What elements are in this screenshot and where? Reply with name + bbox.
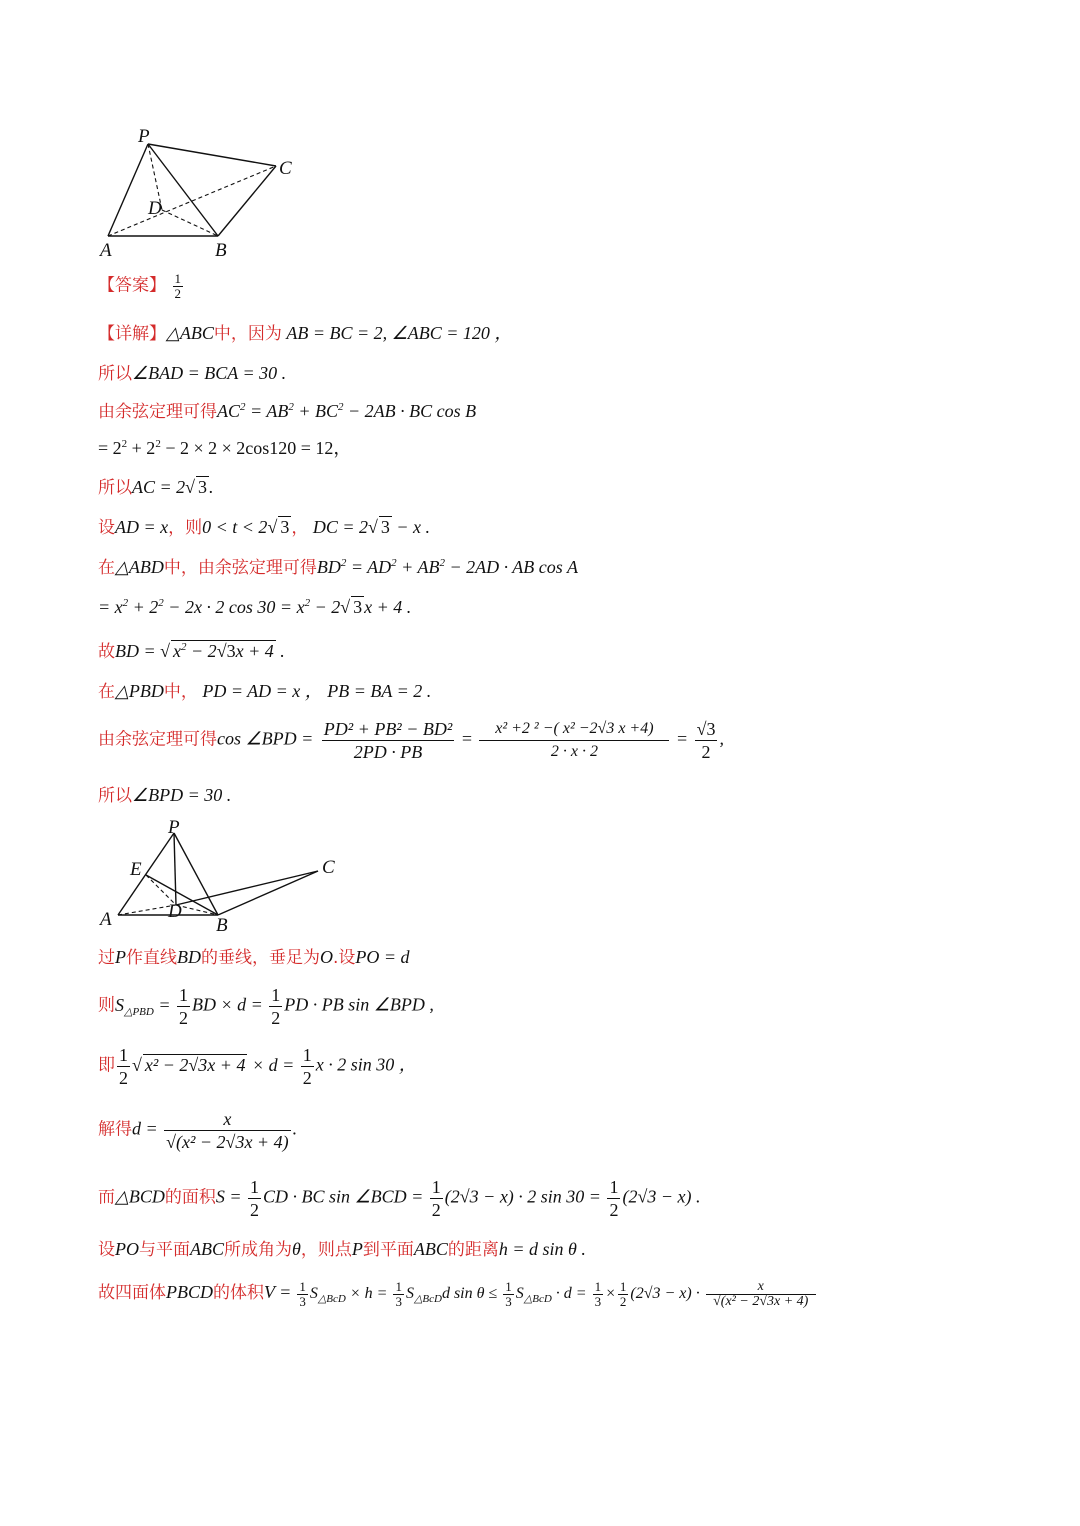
figure-2-tetrahedron — [96, 815, 346, 935]
edge-pc — [148, 144, 276, 166]
cos-fraction-1: $\frac{\text{PD² + PB² − BD²}}{2PD \cdot PB}$ — [323, 719, 453, 762]
figure-1-tetrahedron — [96, 122, 306, 262]
cont-line-3: 即 $\frac{1}{2}$ √ x² − 2√3x + 4 × d = $\frac{1}{2}$ x · 2 sin 30 ， — [98, 1045, 417, 1088]
label-e: E — [130, 859, 142, 880]
detail-line-10: 在△PBD中， PD = AD = x ， PB = BA = 2 . — [98, 681, 432, 702]
edge-pa — [118, 833, 174, 915]
answer-tag: 【答案】 — [98, 275, 166, 296]
detail-line-4: = $2^2 + 2^2 - 2 \times 2 \times 2\cos 120 = 12$， — [98, 438, 352, 458]
edge-pd — [174, 833, 176, 905]
detail-line-11: 由余弦定理可得cos ∠BPD = $\frac{\text{PD² + PB² − BD²}}{2PD \cdot PB}$ = $\frac{\text{x² +2 ² −( x² −2√3 x +4)}}{2 \cdot x \cdot 2}$ = $\frac{√3}{2}$ , — [98, 719, 724, 762]
edge-db-dashed — [176, 905, 218, 915]
cos-fraction-2: $\frac{\text{x² +2 ² −( x² −2√3 x +4)}}{2 \cdot x \cdot 2}$ — [479, 718, 669, 763]
label-b: B — [216, 915, 228, 935]
label-p: P — [138, 126, 150, 147]
label-a: A — [100, 909, 112, 930]
answer-line — [98, 272, 185, 301]
detail-line-3: 由余弦定理可得$AC^2 = AB^2 + BC^2 - 2AB$ · BC cos B — [98, 401, 477, 422]
answer-fraction: $\frac{1}{2}$ — [174, 271, 181, 301]
label-a: A — [100, 240, 112, 261]
cont-line-4: 解得d = $\frac{x}{\text{√(x² − 2√3x + 4)}}$ . — [98, 1109, 298, 1152]
cont-line-2: 则$S_{\triangle PBD}$ = $\frac{1}{2}$ BD × d = $\frac{1}{2}$ PD · PB sin ∠BPD , — [98, 985, 434, 1028]
edge-bc — [218, 166, 276, 236]
label-d: D — [148, 198, 162, 219]
label-d: D — [168, 901, 182, 922]
detail-line-6: 设AD = x，则0 < t < 2√ 3 ， DC = 2√ 3 − x . — [98, 517, 431, 538]
cont-line-1: 过P作直线BD的垂线，垂足为O.设PO = d — [98, 947, 410, 968]
detail-line-9: 故BD = √ $x^2 - 2√3x + 4$ . — [98, 641, 285, 662]
detail-line-12: 所以∠BPD = 30 . — [98, 785, 232, 806]
label-p: P — [168, 817, 180, 838]
detail-line-1: 【详解】△ABC中，因为 AB = BC = 2, ∠ABC = 120 ， — [98, 323, 513, 344]
detail-line-8: = $x^2 + 2^2 - 2x \cdot 2$ $\cos 30 = x^2 - 2√$ 3 x + 4 . — [98, 597, 412, 617]
edge-bc — [218, 871, 318, 915]
label-c: C — [279, 158, 292, 179]
cont-line-5: 而△BCD的面积S = $\frac{1}{2}$ CD · BC sin ∠BCD = $\frac{1}{2}$ (2√3 − x) · 2 sin 30 = $\frac{1}{2}$ (2√3 − x) . — [98, 1177, 701, 1220]
edge-pb — [148, 144, 218, 236]
detail-line-2: 所以∠BAD = BCA = 30 . — [98, 363, 287, 384]
cont-line-6: 设PO与平面ABC所成角为θ，则点P到平面ABC的距离h = d sin θ . — [98, 1239, 586, 1260]
label-b: B — [215, 240, 227, 261]
cont-line-7: 故四面体PBCD的体积V = $\frac{1}{3}$ $S_{\triangle BcD} \times h$ = $\frac{1}{3}$ $S_{\triangle BcD}d$ sin θ ≤ $\frac{1}{3}$ $S_{\triangle BcD} \cdot d$ = $\frac{1}{3}$ × $\frac{1}{2}$ (2√3 − x) · $\frac{x}{\text{√(x² − 2√3x + 4)}}$ — [98, 1280, 818, 1309]
cos-fraction-3: $\frac{√3}{2}$ — [696, 719, 716, 762]
detail-line-7: 在△ABD中，由余弦定理可得$BD^2 = AD^2 + AB^2 - 2AD$ · AB cos A — [98, 557, 578, 578]
edge-db-dashed — [162, 210, 218, 236]
label-c: C — [322, 857, 335, 878]
detail-line-5: 所以AC = 2√ 3 . — [98, 477, 214, 498]
